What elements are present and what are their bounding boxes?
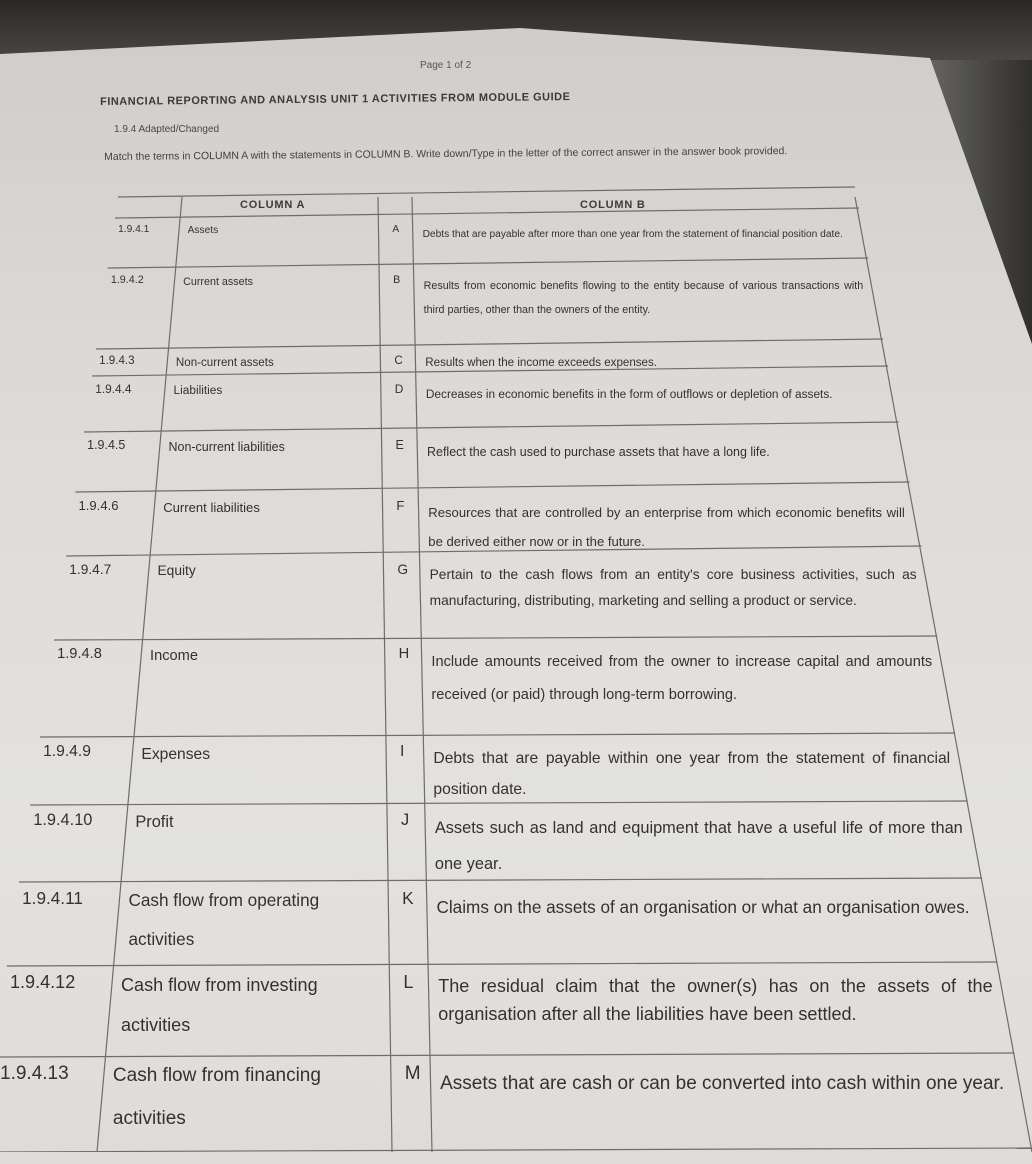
question-number: 1.9.4.4 (95, 382, 132, 396)
question-number: 1.9.4.8 (57, 646, 102, 662)
question-number: 1.9.4.13 (0, 1063, 69, 1084)
answer-letter: C (394, 355, 403, 367)
statement-text: Reflect the cash used to purchase assets that have a long life. (427, 445, 770, 459)
question-number: 1.9.4.9 (43, 743, 91, 760)
answer-letter: D (394, 382, 404, 396)
answer-letter: G (397, 562, 409, 577)
term-label: Non-current liabilities (168, 439, 285, 454)
statement-text: Debts that are payable after more than one year from the statement of financial position date. (422, 229, 843, 240)
question-number: 1.9.4.5 (87, 438, 126, 452)
statement-text: Debts that are payable within one year from the statement of financial position date. (433, 750, 951, 798)
question-number: 1.9.4.11 (22, 888, 83, 908)
statement-text: Results when the income exceeds expenses. (425, 357, 657, 369)
answer-letter: E (395, 438, 404, 452)
instructions: Match the terms in COLUMN A with the statements in COLUMN B. Write down/Type in the letter of the correct answer in the answer book provided. (104, 145, 788, 163)
statement-text: Assets such as land and equipment that have a useful life of more than one year. (434, 819, 963, 873)
document-title: FINANCIAL REPORTING AND ANALYSIS UNIT 1 ACTIVITIES FROM MODULE GUIDE (100, 91, 571, 108)
statement-text: Assets that are cash or can be converted into cash within one year. (440, 1073, 1005, 1094)
statement-text: Decreases in economic benefits in the form of outflows or depletion of assets. (425, 387, 833, 401)
answer-letter: I (400, 743, 405, 760)
statement-text: Claims on the assets of an organisation or what an organisation owes. (436, 897, 970, 917)
question-number: 1.9.4.2 (110, 274, 144, 286)
answer-letter: K (402, 888, 414, 908)
column-a-header: COLUMN A (240, 199, 306, 211)
column-b-header: COLUMN B (580, 199, 646, 211)
term-label: Current liabilities (163, 499, 260, 515)
term-label: Non-current assets (175, 357, 274, 370)
term-label: Assets (187, 224, 219, 236)
answer-letter: A (392, 224, 400, 235)
term-label: Liabilities (173, 383, 223, 398)
answer-letter: L (403, 972, 414, 992)
answer-letter: J (401, 811, 410, 829)
term-label: Profit (135, 813, 174, 832)
question-number: 1.9.4.7 (69, 562, 112, 577)
term-label: Cash flow from financing activities (112, 1065, 321, 1130)
section-label: 1.9.4 Adapted/Changed (114, 124, 220, 135)
term-label: Equity (157, 563, 196, 579)
answer-letter: B (393, 274, 401, 286)
page-number: Page 1 of 2 (420, 60, 472, 71)
term-label: Expenses (141, 745, 211, 763)
question-number: 1.9.4.10 (33, 811, 93, 829)
term-label: Cash flow from operating activities (128, 890, 320, 949)
statement-text: Pertain to the cash flows from an entity's core business activities, such as manufacturing, distributing, marketing and selling a product or service. (429, 567, 917, 608)
question-number: 1.9.4.12 (10, 972, 76, 992)
question-number: 1.9.4.6 (78, 498, 119, 513)
statement-text: Resources that are controlled by an enterprise from which economic benefits will be derived either now or in the future. (428, 505, 905, 549)
term-label: Current assets (183, 275, 253, 288)
statement-text: Results from economic benefits flowing to the entity because of various transactions with third parties, other than the owners of the entity. (423, 280, 864, 317)
question-number: 1.9.4.3 (99, 355, 135, 367)
answer-letter: H (398, 646, 410, 662)
statement-text: Include amounts received from the owner to increase capital and amounts received (or paid) through long-term borrowing. (431, 654, 933, 703)
answer-letter: M (404, 1063, 421, 1084)
term-label: Income (150, 648, 198, 665)
question-number: 1.9.4.1 (118, 224, 150, 235)
answer-letter: F (396, 498, 405, 513)
term-label: Cash flow from investing activities (121, 974, 318, 1036)
statement-text: The residual claim that the owner(s) has on the assets of the organisation after all the liabilities have been settled. (438, 976, 993, 1025)
